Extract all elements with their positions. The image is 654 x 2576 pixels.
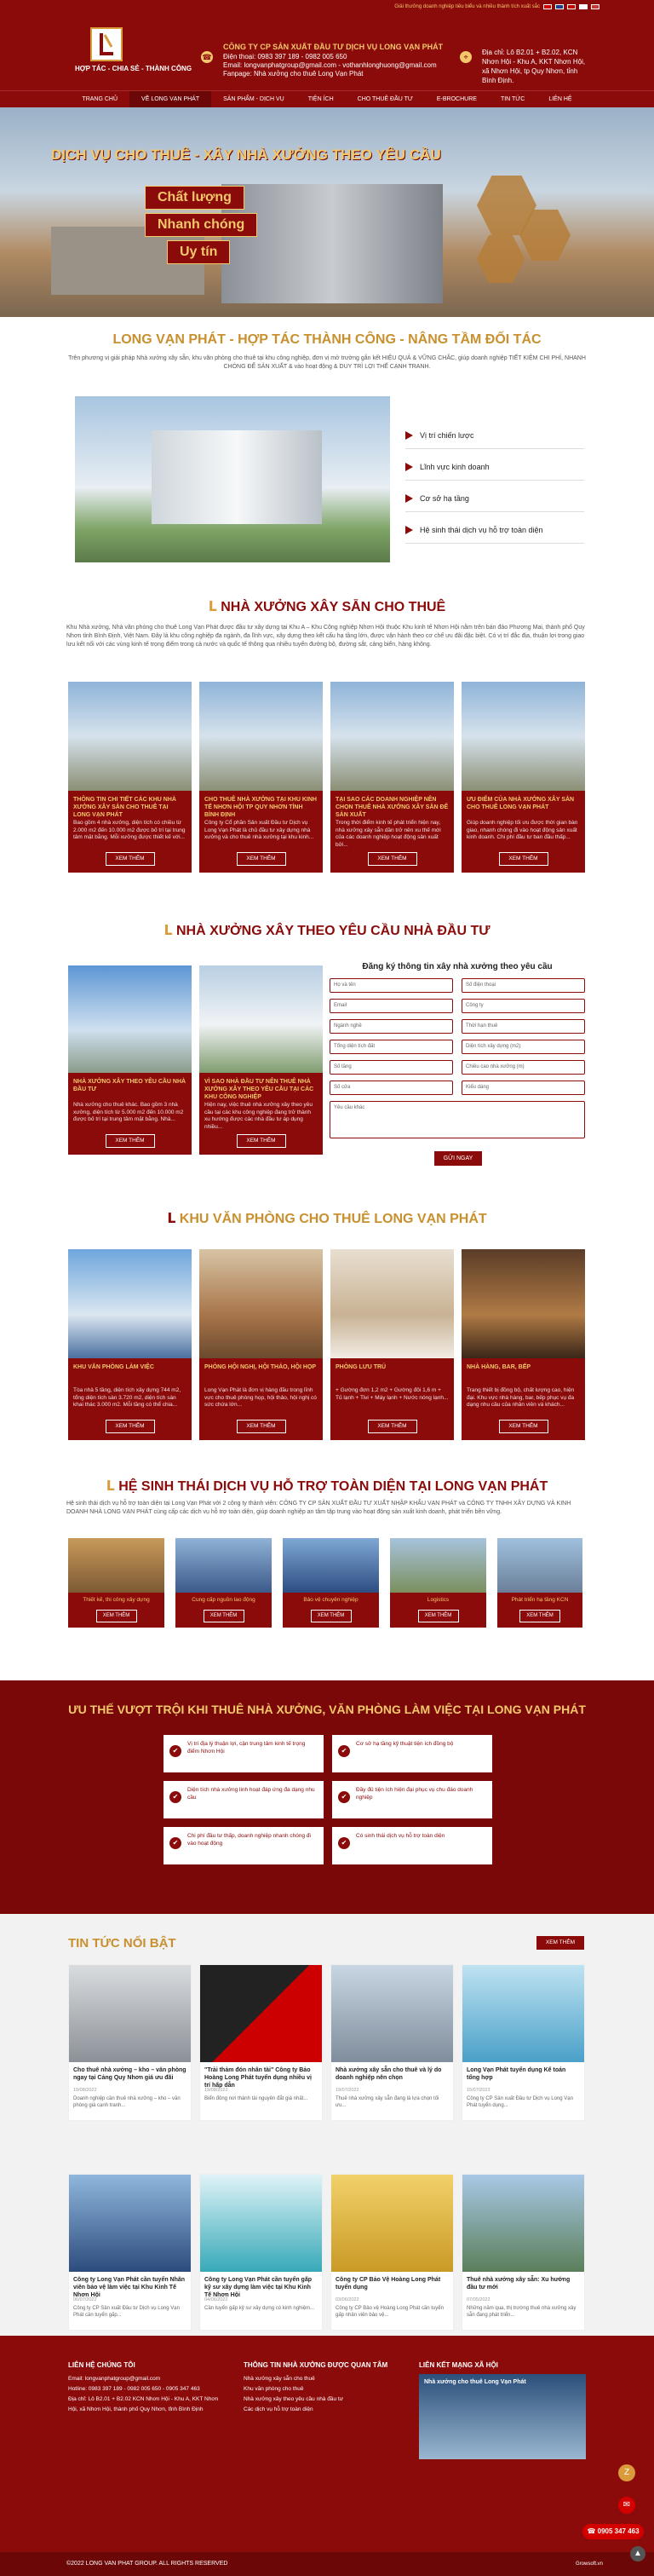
messenger-icon[interactable]: ✉ xyxy=(618,2497,635,2514)
zalo-icon[interactable]: Z xyxy=(618,2464,635,2481)
read-more-button[interactable]: XEM THÊM xyxy=(499,852,548,866)
flag-jp-icon[interactable] xyxy=(579,4,588,9)
eco-item[interactable]: Cung cấp nguồn lao động XEM THÊM xyxy=(175,1538,272,1628)
news-item[interactable]: Cho thuê nhà xưởng – kho – văn phòng ngay tại Cảng Quy Nhơn giá ưu đãi 19/08/2022 Doanh nghiệp cần thuê nhà xưởng – kho – văn phòng giá cạnh tranh... xyxy=(68,1964,192,2121)
footer-address: Địa chỉ: Lô B2.01 + B2.02 KCN Nhơn Hội - Khu A, KKT Nhơn Hội, xã Nhơn Hội, thành phố Quy Nhơn, tỉnh Bình Định xyxy=(68,2396,219,2412)
intro-text: Trên phương vị giải pháp Nhà xưởng xây sẵn, khu văn phòng cho thuê tại khu công nghiệp, đơn vị mở trường gắn kết HIỆU QUẢ & VỮNG CHẮC, giúp doanh nghiệp TIẾT KIỆM CHI PHÍ, NHANH CHÓNG ĐỂ SẢN XUẤT & vào hoạt động & DUY TRÌ LỢI THẾ CẠNH TRANH. xyxy=(68,355,586,370)
ready-section xyxy=(0,598,654,649)
read-more-button[interactable]: XEM THÊM xyxy=(519,1610,560,1622)
phone-icon: ☎ xyxy=(587,2527,598,2535)
card-image xyxy=(462,1249,585,1358)
news-image xyxy=(69,1965,191,2062)
news-image xyxy=(200,1965,322,2062)
logo-mini-icon: ᒪ xyxy=(208,600,221,614)
register-form-title: Đăng ký thông tin xây nhà xưởng theo yêu cầu xyxy=(362,962,553,971)
news-title: TIN TỨC NỔI BẬT xyxy=(68,1936,176,1951)
eco-item[interactable]: Phát triển hạ tầng KCN XEM THÊM xyxy=(497,1538,582,1628)
read-more-button[interactable]: XEM THÊM xyxy=(418,1610,459,1622)
logo-icon xyxy=(90,27,123,61)
nav-utilities[interactable]: TIỆN ÍCH xyxy=(307,96,334,102)
header-email[interactable]: Email: longvanphatgroup@gmail.com - vothanhlonghuong@gmail.com xyxy=(223,61,437,69)
ecosystem-section xyxy=(0,1478,654,1517)
nav-about[interactable]: VỀ LONG VẠN PHÁT xyxy=(129,91,211,107)
header-address: Địa chỉ: Lô B2.01 + B2.02, KCN Nhơn Hội - Khu A, KKT Nhơn Hội, xã Nhơn Hội, tp Quy Nhơn, tỉnh Bình Định. xyxy=(482,49,586,84)
news-image xyxy=(331,2175,453,2272)
office-card[interactable]: PHÒNG LƯU TRÚ + Gường đơn 1,2 m2 + Gường đôi 1,6 m + Tủ lạnh + Tivi + Máy lạnh + Nước nóng lạnh... XEM THÊM xyxy=(330,1249,454,1440)
nav-news[interactable]: TIN TỨC xyxy=(500,96,525,102)
office-title: ᒪ KHU VĂN PHÒNG CHO THUÊ LONG VẠN PHÁT xyxy=(167,1212,487,1226)
news-item[interactable]: Long Vạn Phát tuyển dụng Kế toán tổng hợp 15/07/2022 Công ty CP Sản xuất Đầu tư Dịch vụ Long Vạn Phát tuyển dụng... xyxy=(462,1964,585,2121)
card-image xyxy=(199,1249,323,1358)
ready-card[interactable]: THÔNG TIN CHI TIẾT CÁC KHU NHÀ XƯỞNG XÂY SẴN CHO THUÊ TẠI LONG VẠN PHÁT Bao gồm 4 nhà xưởng, diện tích có chiều từ 2.000 m2 đến 10.000 m2 được bố trí tại trung tâm mặt bằng. Mỗi xưởng được thiết kế với... XEM THÊM xyxy=(68,682,192,873)
feature-ecosystem[interactable]: Hệ sinh thái dịch vụ hỗ trợ toàn diện xyxy=(405,516,584,544)
header-phone[interactable]: Điện thoại: 0983 397 189 - 0982 005 650 xyxy=(223,53,347,61)
advantage-item: ✔ Cơ sở hạ tầng kỹ thuật tiện ích đồng bộ xyxy=(332,1735,492,1772)
hero-tag-fast: Nhanh chóng xyxy=(145,213,257,237)
eco-item[interactable]: Bảo vệ chuyên nghiệp XEM THÊM xyxy=(283,1538,379,1628)
news-more-button[interactable]: XEM THÊM xyxy=(536,1936,584,1950)
arrow-right-icon xyxy=(405,526,413,534)
logo[interactable] xyxy=(75,27,192,72)
nav-products[interactable]: SẢN PHẨM - DỊCH VỤ xyxy=(223,96,284,102)
news-item[interactable]: Công ty CP Bảo Vệ Hoàng Long Phát tuyển dụng 03/06/2022 Công ty CP Bảo vệ Hoàng Long Phát cần tuyển gấp nhân viên bảo vệ... xyxy=(330,2174,454,2331)
ready-card[interactable]: ƯU ĐIỂM CỦA NHÀ XƯỞNG XÂY SẴN CHO THUÊ LONG VẠN PHÁT Giúp doanh nghiệp tối ưu được thời gian bàn giao, nhanh chóng đi vào hoạt động sản xuất kinh doanh. Chi phí đầu tư ban đầu thấp... XEM THÊM xyxy=(462,682,585,873)
nav-invest[interactable]: CHO THUÊ ĐẦU TƯ xyxy=(357,96,413,102)
check-icon: ✔ xyxy=(338,1791,350,1803)
hero-banner xyxy=(0,107,654,317)
slogan: HỢP TÁC - CHIA SẺ - THÀNH CÔNG xyxy=(75,65,192,72)
card-image xyxy=(390,1538,486,1593)
news-image xyxy=(462,1965,584,2062)
company-field[interactable]: Công ty xyxy=(462,999,585,1013)
check-icon: ✔ xyxy=(169,1791,181,1803)
read-more-button[interactable]: XEM THÊM xyxy=(106,1420,155,1433)
land-area-field[interactable]: Tổng diện tích đất xyxy=(330,1040,453,1054)
phone-icon: ☎ xyxy=(202,53,212,61)
advantage-item: ✔ Có sinh thái dịch vụ hỗ trợ toàn diện xyxy=(332,1827,492,1864)
hero-building-image xyxy=(221,184,443,303)
card-image xyxy=(175,1538,272,1593)
office-card[interactable]: NHÀ HÀNG, BAR, BẾP Trang thiết bị đồng bộ, chất lượng cao, hiện đại. Khu vực nhà hàng, bar, bếp phục vụ đa dạng nhu cầu của nhân viên và khách... XEM THÊM xyxy=(462,1249,585,1440)
news-item[interactable]: Công ty Long Vạn Phát cần tuyển Nhân viên bảo vệ làm việc tại Khu Kinh Tế Nhơn Hội 06/07/2022 Công ty CP Sản xuất Đầu tư Dịch vụ Long Vạn Phát cần tuyển gấp... xyxy=(68,2174,192,2331)
top-bar-text: Giải thưởng doanh nghiệp tiêu biểu và nhiều thành tích xuất sắc xyxy=(394,4,540,9)
footer-hotline[interactable]: Hotline: 0983 397 189 - 0982 005 650 - 0905 347 463 xyxy=(68,2386,200,2392)
check-icon: ✔ xyxy=(169,1745,181,1757)
card-image xyxy=(68,1249,192,1358)
feature-business[interactable]: Lĩnh vực kinh doanh xyxy=(405,453,584,481)
intro-section xyxy=(0,332,654,372)
office-card[interactable]: PHÒNG HỘI NGHỊ, HỘI THẢO, HỘI HỌP Long Vạn Phát là đơn vị hàng đầu trong lĩnh vực cho thuê phòng họp, hội thảo, hội nghị có sức chứa lớn... XEM THÊM xyxy=(199,1249,323,1440)
card-image xyxy=(68,965,192,1073)
lease-term-field[interactable]: Thời hạn thuê xyxy=(462,1019,585,1034)
custom-card[interactable]: NHÀ XƯỞNG XÂY THEO YÊU CẦU NHÀ ĐẦU TƯ Nhà xưởng cho thuê khác. Bao gồm 3 nhà xưởng, diện tích từ 5.000 m2 đến 10.000 m2 được bố trí tại trung tâm mặt bằng. Nhà... XEM THÊM xyxy=(68,965,192,1155)
card-image xyxy=(199,965,323,1073)
read-more-button[interactable]: XEM THÊM xyxy=(237,1420,286,1433)
height-field[interactable]: Chiều cao nhà xưởng (m) xyxy=(462,1060,585,1075)
ready-card[interactable]: TẠI SAO CÁC DOANH NGHIỆP NÊN CHỌN THUÊ NHÀ XƯỞNG XÂY SẴN ĐỂ SẢN XUẤT Trong thời điểm kinh tế phát triển hiện nay, nhà xưởng xây sẵn dần trở nên xu thế mới của các doanh nghiệp hoạt động sản xuất bởi... XEM THÊM xyxy=(330,682,454,873)
news-image xyxy=(200,2175,322,2272)
ready-card[interactable]: CHO THUÊ NHÀ XƯỞNG TẠI KHU KINH TẾ NHƠN HỘI TP QUY NHƠN TỈNH BÌNH ĐỊNH Công ty Cổ phần Sản xuất Đầu tư Dịch vụ Long Vạn Phát là chủ đầu tư xây dựng nhà xưởng và cho thuê nhà xưởng tại khu kinh... XEM THÊM xyxy=(199,682,323,873)
fanpage-name[interactable]: Nhà xưởng cho thuê Long Vạn Phát xyxy=(424,2379,526,2385)
news-item[interactable]: Công ty Long Vạn Phát cần tuyển gấp kỹ sư xây dựng làm việc tại Khu Kinh Tế Nhơn Hội 04/06/2022 Cần tuyển gấp kỹ sư xây dựng có kinh nghiệm... xyxy=(199,2174,323,2331)
footer-link[interactable]: Khu văn phòng cho thuê xyxy=(244,2386,304,2392)
ecosystem-text: Hệ sinh thái dịch vụ hỗ trợ toàn diện tại Long Vạn Phát với 2 công ty thành viên: CÔNG TY CP SẢN XUẤT ĐẦU TƯ XUẤT NHẬP KHẨU VẠN PHÁT và CÔNG TY TNHH XÂY DỰNG VÀ KINH DOANH NHÀ LONG VẠN PHÁT cùng cấp các dịch vụ hỗ trợ toàn diện, giúp doanh nghiệp an tâm tập trung vào hoạt động sản xuất kinh doanh, phát triển bền vững. xyxy=(66,1501,571,1515)
back-to-top-icon[interactable]: ▲ xyxy=(630,2546,645,2562)
footer-link[interactable]: Các dịch vụ hỗ trợ toàn diện xyxy=(244,2406,313,2412)
arrow-right-icon xyxy=(405,431,413,440)
advantages-title: ƯU THẾ VƯỢT TRỘI KHI THUÊ NHÀ XƯỞNG, VĂN PHÒNG LÀM VIỆC TẠI LONG VẠN PHÁT xyxy=(68,1703,586,1716)
footer xyxy=(0,2336,654,2552)
hotline-button[interactable]: ☎ 0905 347 463 xyxy=(582,2524,644,2539)
card-image xyxy=(462,682,585,791)
flag-en-icon[interactable] xyxy=(555,4,564,9)
hero-title: DỊCH VỤ CHO THUÊ - XÂY NHÀ XƯỞNG THEO YÊU CẦU xyxy=(51,147,441,163)
card-image xyxy=(330,1249,454,1358)
flag-cn-icon[interactable] xyxy=(567,4,576,9)
name-field[interactable]: Họ và tên xyxy=(330,978,453,993)
news-item[interactable]: "Trải thảm đón nhân tài" Công ty Bảo Hoàng Long Phát tuyển dụng nhiều vị trí hấp dẫn 19/08/2022 Biển đông nơi thành tài nguyên đắt giá nhất... xyxy=(199,1964,323,2121)
custom-title: ᒪ NHÀ XƯỞNG XÂY THEO YÊU CẦU NHÀ ĐẦU TƯ xyxy=(164,924,490,938)
footer-social: LIÊN KẾT MẠNG XÃ HỘI Nhà xưởng cho thuê Long Vạn Phát xyxy=(419,2361,586,2459)
news-item[interactable]: Nhà xưởng xây sẵn cho thuê và lý do doanh nghiệp nên chọn 19/07/2022 Thuê nhà xưởng xây sẵn đang là lựa chọn tối ưu... xyxy=(330,1964,454,2121)
message-field[interactable]: Yêu cầu khác xyxy=(330,1101,585,1138)
main-nav xyxy=(0,90,654,107)
feature-infrastructure[interactable]: Cơ sở hạ tầng xyxy=(405,485,584,512)
floors-field[interactable]: Số tầng xyxy=(330,1060,453,1075)
style-field[interactable]: Kiểu dáng xyxy=(462,1081,585,1095)
read-more-button[interactable]: XEM THÊM xyxy=(106,852,155,866)
intro-title: LONG VẠN PHÁT - HỢP TÁC THÀNH CÔNG - NÂNG TẦM ĐỐI TÁC xyxy=(112,332,542,347)
read-more-button[interactable]: XEM THÊM xyxy=(368,1420,417,1433)
flag-vn-icon[interactable] xyxy=(543,4,552,9)
phone-field[interactable]: Số điện thoại xyxy=(462,978,585,993)
footer-contact: LIÊN HỆ CHÚNG TÔI Email: longvanphatgroup@gmail.com Hotline: 0983 397 189 - 0982 005 650 - 0905 347 463 Địa chỉ: Lô B2.01 + B2.02 KCN Nhơn Hội - Khu A, KKT Nhơn Hội, xã Nhơn Hội, thành phố Quy Nhơn, tỉnh Bình Định xyxy=(68,2361,221,2415)
read-more-button[interactable]: XEM THÊM xyxy=(96,1610,137,1622)
custom-section xyxy=(0,922,654,939)
top-bar xyxy=(0,0,654,14)
copyright-bar xyxy=(0,2552,654,2576)
doors-field[interactable]: Số cửa xyxy=(330,1081,453,1095)
industry-field[interactable]: Ngành nghề xyxy=(330,1019,453,1034)
eco-item[interactable]: Logistics XEM THÊM xyxy=(390,1538,486,1628)
hero-tag-quality: Chất lượng xyxy=(145,186,244,210)
card-image xyxy=(199,682,323,791)
read-more-button[interactable]: XEM THÊM xyxy=(204,1610,244,1622)
ready-title: ᒪ NHÀ XƯỞNG XÂY SẴN CHO THUÊ xyxy=(208,600,446,614)
copyright-text: ©2022 LONG VAN PHAT GROUP. ALL RIGHTS RESERVED xyxy=(66,2561,228,2567)
read-more-button[interactable]: XEM THÊM xyxy=(237,852,286,866)
intro-image xyxy=(75,396,390,562)
ecosystem-title: ᒪ HỆ SINH THÁI DỊCH VỤ HỖ TRỢ TOÀN DIỆN TẠI LONG VẠN PHÁT xyxy=(106,1479,548,1494)
nav-contact[interactable]: LIÊN HỆ xyxy=(548,96,572,102)
card-image xyxy=(68,682,192,791)
read-more-button[interactable]: XEM THÊM xyxy=(311,1610,352,1622)
office-card[interactable]: KHU VĂN PHÒNG LÀM VIỆC Tòa nhà 5 tầng, diện tích xây dựng 744 m2, tổng diện tích sàn 3.720 m2, diện tích sàn khai thác 3.000 m2. Mỗi tầng có thể chia... XEM THÊM xyxy=(68,1249,192,1440)
advantage-item: ✔ Vị trí địa lý thuận lợi, cận trung tâm kinh tế trọng điểm Nhơn Hội xyxy=(164,1735,324,1772)
advantage-item: ✔ Diện tích nhà xưởng linh hoạt đáp ứng đa dạng nhu cầu xyxy=(164,1781,324,1818)
read-more-button[interactable]: XEM THÊM xyxy=(368,852,417,866)
hex-decoration xyxy=(477,235,525,283)
card-image xyxy=(68,1538,164,1593)
credit-text[interactable]: Growsoft.vn xyxy=(575,2562,603,2567)
advantage-item: ✔ Chi phí đầu tư thấp, doanh nghiệp nhanh chóng đi vào hoạt động xyxy=(164,1827,324,1864)
check-icon: ✔ xyxy=(338,1837,350,1849)
news-image xyxy=(69,2175,191,2272)
header xyxy=(0,14,654,90)
card-image xyxy=(283,1538,379,1593)
news-image xyxy=(462,2175,584,2272)
footer-link[interactable]: Nhà xưởng xây theo yêu cầu nhà đầu tư xyxy=(244,2396,344,2402)
news-item[interactable]: Thuê nhà xưởng xây sẵn: Xu hướng đầu tư mới 07/05/2022 Những năm qua, thị trường thuê nhà xưởng xây sẵn đang phát triển... xyxy=(462,2174,585,2331)
footer-email[interactable]: Email: longvanphatgroup@gmail.com xyxy=(68,2376,161,2382)
arrow-right-icon xyxy=(405,494,413,503)
eco-item[interactable]: Thiết kế, thi công xây dựng XEM THÊM xyxy=(68,1538,164,1628)
fanpage-widget[interactable] xyxy=(419,2374,586,2459)
card-image xyxy=(330,682,454,791)
nav-home[interactable]: TRANG CHỦ xyxy=(82,96,118,102)
advantage-item: ✔ Đầy đủ tiện ích hiện đại phục vụ chu đáo doanh nghiệp xyxy=(332,1781,492,1818)
header-fanpage[interactable]: Fanpage: Nhà xưởng cho thuê Long Vạn Phát xyxy=(223,70,364,78)
custom-card[interactable]: VÌ SAO NHÀ ĐẦU TƯ NÊN THUÊ NHÀ XƯỞNG XÂY THEO YÊU CẦU TẠI CÁC KHU CÔNG NGHIỆP Hiện nay, việc thuê nhà xưởng xây theo yêu cầu tại các khu công nghiệp đang trở thành xu hướng được các nhà đầu tư áp dụng nhiều... XEM THÊM xyxy=(199,965,323,1155)
card-image xyxy=(497,1538,582,1593)
footer-link[interactable]: Nhà xưởng xây sẵn cho thuê xyxy=(244,2376,315,2382)
footer-links: THÔNG TIN NHÀ XƯỞNG ĐƯỢC QUAN TÂM Nhà xưởng xây sẵn cho thuê Khu văn phòng cho thuê Nhà xưởng xây theo yêu cầu nhà đầu tư Các dịch vụ hỗ trợ toàn diện xyxy=(244,2361,405,2415)
read-more-button[interactable]: XEM THÊM xyxy=(499,1420,548,1433)
read-more-button[interactable]: XEM THÊM xyxy=(237,1134,286,1148)
hero-tag-trust: Uy tín xyxy=(167,240,230,264)
office-section xyxy=(0,1210,654,1227)
logo-mini-icon: ᒪ xyxy=(167,1212,180,1226)
logo-mini-icon: ᒪ xyxy=(106,1479,119,1494)
check-icon: ✔ xyxy=(338,1745,350,1757)
submit-button[interactable]: GỬI NGAY xyxy=(434,1151,482,1166)
feature-location[interactable]: Vị trí chiến lược xyxy=(405,422,584,449)
company-name: CÔNG TY CP SẢN XUẤT ĐẦU TƯ DỊCH VỤ LONG VẠN PHÁT xyxy=(223,43,444,51)
logo-mini-icon: ᒪ xyxy=(164,924,176,938)
build-area-field[interactable]: Diện tích xây dựng (m2) xyxy=(462,1040,585,1054)
advantages-section xyxy=(0,1680,654,1914)
location-icon: ⌖ xyxy=(460,51,472,63)
news-image xyxy=(331,1965,453,2062)
email-field[interactable]: Email xyxy=(330,999,453,1013)
nav-ebrochure[interactable]: E-BROCHURE xyxy=(436,96,477,102)
arrow-right-icon xyxy=(405,463,413,471)
ready-text: Khu Nhà xưởng, Nhà văn phòng cho thuê Long Vạn Phát được đầu tư xây dựng tại Khu A – Khu Công nghiệp Nhơn Hội thuộc Khu kinh tế Nhơn Hội nằm trên bán đảo Phương Mai, thành phố Quy Nhơn tỉnh Bình Định, Việt Nam. Đây là khu công nghiệp đa ngành, đa lĩnh vực, xây dựng theo kết cấu hạ tầng lớn, được vận hành theo cơ chế ưu đãi đặc biệt. Có vị trí đắc địa, thuận lợi trong giao lưu kết nối với các vùng kinh tế trọng điểm trong cả nước và quốc tế thông qua nhiều tuyến đường bộ, đường sắt, cảng biển, hàng không. xyxy=(66,625,585,648)
flag-kr-icon[interactable] xyxy=(591,4,600,9)
check-icon: ✔ xyxy=(169,1837,181,1849)
read-more-button[interactable]: XEM THÊM xyxy=(106,1134,155,1148)
header-contact xyxy=(223,43,443,78)
